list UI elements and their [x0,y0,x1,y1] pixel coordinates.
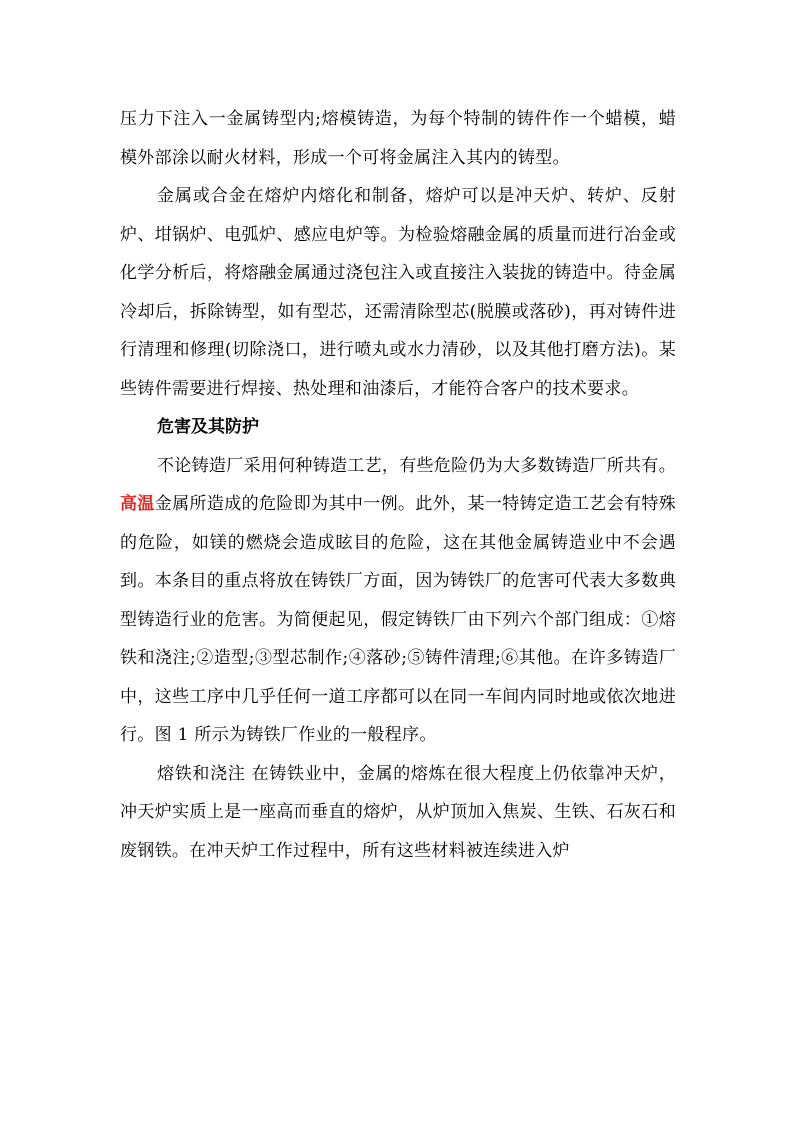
paragraph-3-text-before: 不论铸造厂采用何种铸造工艺，有些危险仍为大多数铸造厂所共有。 [157,455,676,476]
paragraph-2: 金属或合金在熔炉内熔化和制备，熔炉可以是冲天炉、转炉、反射炉、坩锅炉、电弧炉、感应电炉等。为检验熔融金属的质量而进行冶金或化学分析后，将熔融金属通过浇包注入或直接注入装拢的铸造中。待金属冷却后，拆除铸型，如有型芯，还需清除型芯(脱膜或落砂)，再对铸件进行清理和修理(切除浇口，进行喷丸或水力清砂，以及其他打磨方法)。某些铸件需要进行焊接、热处理和油漆后，才能符合客户的技术要求。 [120,186,676,399]
highlight-text: 高温 [120,494,155,514]
section-heading: 危害及其防护 [157,417,259,437]
paragraph-3-text-after: 金属所造成的危险即为其中一例。此外，某一特铸定造工艺会有特殊的危险，如镁的燃烧会造成眩目的危险，这在其他金属铸造业中不会遇到。本条目的重点将放在铸铁厂方面，因为铸铁厂的危害可代表大多数典型铸造行业的危害。为简便起见，假定铸铁厂由下列六个部门组成：①熔铁和浇注;②造型;③型芯制作;④落砂;⑤铸件清理;⑥其他。在许多铸造厂中，这些工序中几乎任何一道工序都可以在同一车间内同时地或依次地进行。图 1 所示为铸铁厂作业的一般程序。 [120,494,677,745]
paragraph-3 [120,447,676,755]
document-page [120,100,676,870]
paragraph-1: 压力下注入一金属铸型内;熔模铸造，为每个特制的铸件作一个蜡模，蜡模外部涂以耐火材料，形成一个可将金属注入其内的铸型。 [120,109,676,168]
paragraph-4: 熔铁和浇注 在铸铁业中，金属的熔炼在很大程度上仍依靠冲天炉，冲天炉实质上是一座高而垂直的熔炉，从炉顶加入焦炭、生铁、石灰石和废钢铁。在冲天炉工作过程中，所有这些材料被连续进入炉 [120,763,676,861]
